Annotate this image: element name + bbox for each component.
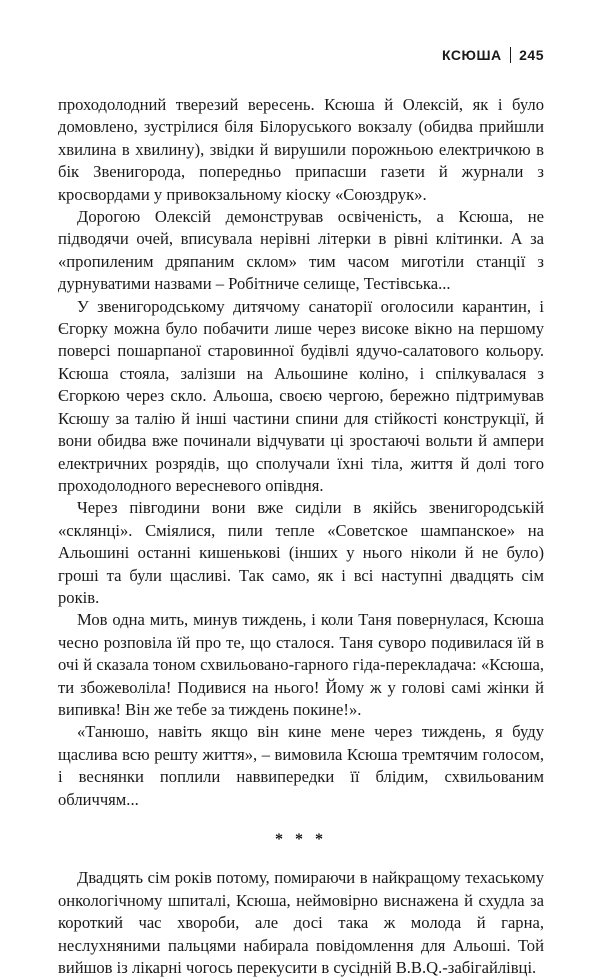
chapter-title: КСЮША (442, 47, 502, 63)
paragraph-7: Двадцять сім років потому, помираючи в найкращому техаському онкологічному шпиталі, Ксюша, неймовірно виснажена й схудла за короткий час хвороби, але досі така ж молода й гарна, неслухняними пальцями набирала повідомлення для Альоші. Той вийшов із лікарні чогось перекусити в сусідній B.B.Q.-забігайлівці. (58, 868, 544, 978)
paragraph-4: Через півгодини вони вже сиділи в якійсь звенигородській «склянці». Сміялися, пили тепле «Советское шампанское» на Альошині останні кишенькові (інших у нього ніколи й не було) гроші та були щасливі. Так само, як і всі наступні двадцять сім років. (58, 498, 544, 607)
page-number: 245 (519, 47, 544, 63)
paragraph-2: Дорогою Олексій демонстрував освіченість, а Ксюша, не підводячи очей, вписувала нерівні літерки в рівні клітинки. А за «пропиленим дряпаним склом» тим часом миготіли станції з дурнуватими назвами – Робітниче селище, Тестівська... (58, 207, 544, 294)
header-divider (510, 47, 512, 63)
section-separator: * * * (275, 831, 327, 848)
paragraph-6: «Танюшо, навіть якщо він кине мене через тиждень, я буду щаслива всю решту життя», – вимовила Ксюша тремтячим голосом, і веснянки поплили наввипередки її блідим, схвильованим обличчям... (58, 722, 544, 809)
paragraph-5: Мов одна мить, минув тиждень, і коли Таня повернулася, Ксюша чесно розповіла їй про те, що сталося. Таня суворо подивилася їй в очі й сказала тоном схвильовано-гарного гіда-перекладача: «Ксюша, ти збожеволіла! Подивися на нього! Йому ж у голові самі жінки й випивка! Він же тебе за тиждень покине!». (58, 610, 544, 719)
running-head (442, 47, 544, 63)
paragraph-1: проходолодний тверезий вересень. Ксюша й Олексій, як і було домовлено, зустрілися біля Білоруського вокзалу (обидва прийшли хвилина в хвилину), звідки й вирушили порожньою електричкою в бік Звенигорода, попередньо припасши газети й журнали з кросвордами у привокзальному кіоску «Союздрук». (58, 95, 544, 204)
paragraph-3: У звенигородському дитячому санаторії оголосили карантин, і Єгорку можна було побачити лише через високе вікно на першому поверсі пошарпаної старовинної будівлі ядучо-салатового кольору. Ксюша стояла, залізши на Альошине коліно, і спілкувалася з Єгоркою через скло. Альоша, своєю чергою, бережно підтримував Ксюшу за талію й інші частини спини для стійкості конструкції, й вони обидва вже починали відчувати ці зростаючі вольти й ампери електричних розрядів, що сполучали їхні тіла, життя й долі того проходолодного вересневого опівдня. (58, 296, 544, 495)
body-text (58, 94, 544, 979)
